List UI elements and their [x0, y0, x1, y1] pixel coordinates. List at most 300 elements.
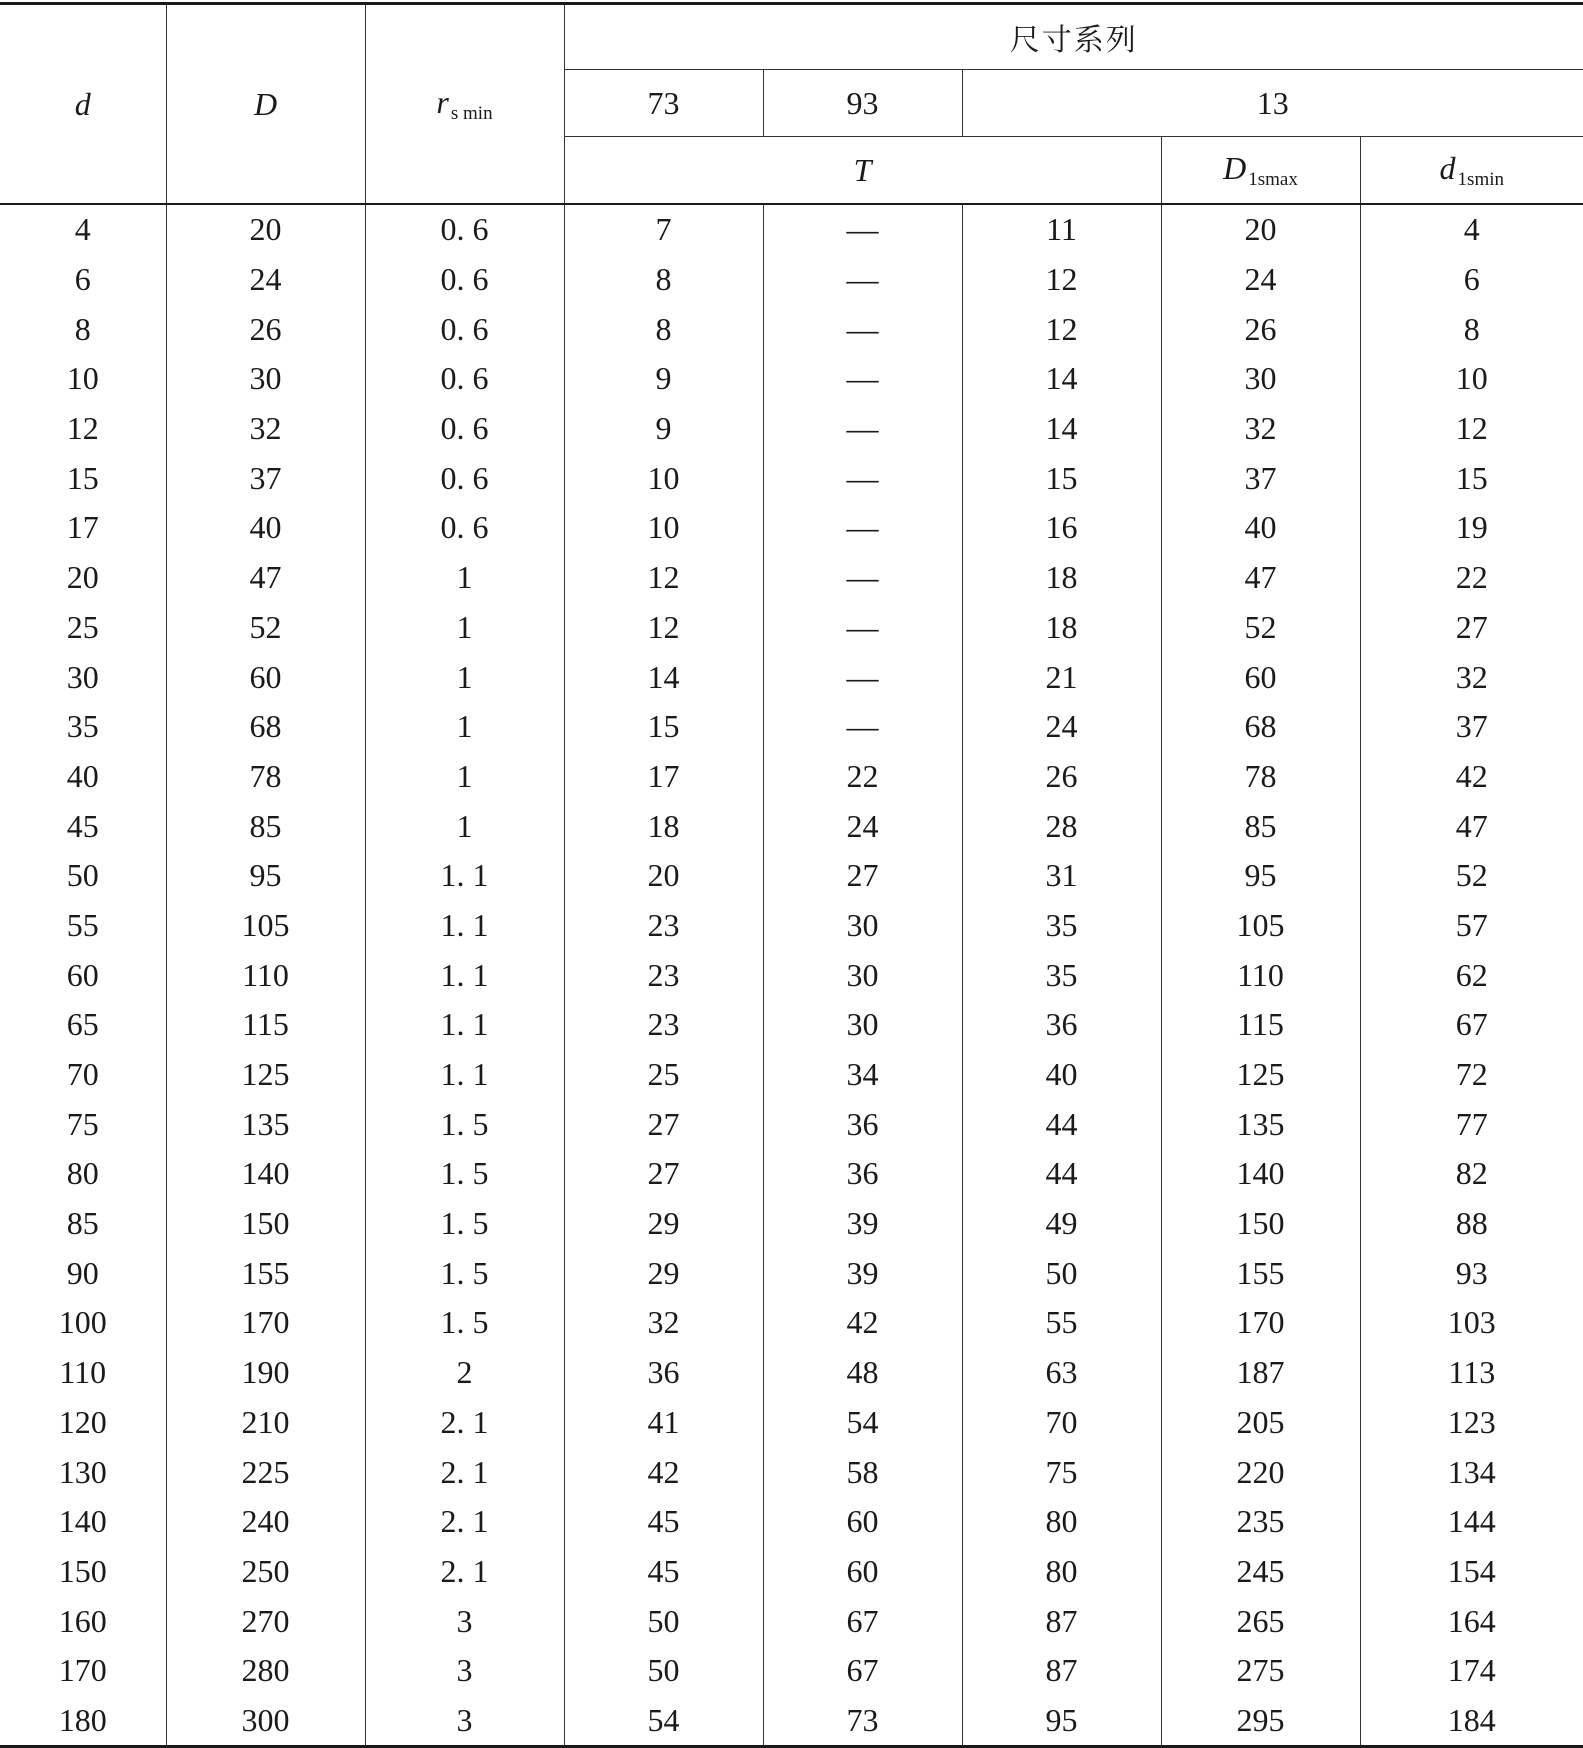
cell-T-93: — — [763, 453, 962, 503]
cell-rs-min: 0. 6 — [365, 503, 564, 553]
cell-D1smax: 105 — [1161, 901, 1360, 951]
cell-D1smax: 135 — [1161, 1099, 1360, 1149]
cell-T-73: 12 — [564, 603, 763, 653]
cell-d1smin: 37 — [1360, 702, 1583, 752]
cell-rs-min: 1. 1 — [365, 950, 564, 1000]
cell-T-73: 29 — [564, 1199, 763, 1249]
cell-T-93: — — [763, 404, 962, 454]
cell-d: 170 — [0, 1646, 166, 1696]
table-row — [0, 1497, 1583, 1547]
cell-T-73: 42 — [564, 1447, 763, 1497]
cell-rs-min: 3 — [365, 1646, 564, 1696]
cell-D1smax: 20 — [1161, 204, 1360, 255]
cell-D1smax: 170 — [1161, 1298, 1360, 1348]
cell-d: 180 — [0, 1696, 166, 1747]
table-row — [0, 1050, 1583, 1100]
cell-rs-min: 3 — [365, 1596, 564, 1646]
table-row — [0, 1099, 1583, 1149]
cell-d: 30 — [0, 652, 166, 702]
cell-d1smin: 22 — [1360, 553, 1583, 603]
cell-D1smax: 295 — [1161, 1696, 1360, 1747]
cell-T-13: 44 — [962, 1099, 1161, 1149]
cell-T-13: 18 — [962, 553, 1161, 603]
cell-T-13: 63 — [962, 1348, 1161, 1398]
cell-rs-min: 2. 1 — [365, 1398, 564, 1448]
cell-T-13: 12 — [962, 255, 1161, 305]
cell-T-13: 28 — [962, 801, 1161, 851]
table-row — [0, 801, 1583, 851]
cell-D1smax: 220 — [1161, 1447, 1360, 1497]
cell-D: 20 — [166, 204, 365, 255]
cell-T-13: 80 — [962, 1547, 1161, 1597]
cell-D: 40 — [166, 503, 365, 553]
cell-T-13: 15 — [962, 453, 1161, 503]
header-T — [564, 137, 1161, 205]
cell-d1smin: 6 — [1360, 255, 1583, 305]
cell-D1smax: 205 — [1161, 1398, 1360, 1448]
cell-T-13: 31 — [962, 851, 1161, 901]
cell-D1smax: 24 — [1161, 255, 1360, 305]
cell-D1smax: 95 — [1161, 851, 1360, 901]
cell-rs-min: 0. 6 — [365, 255, 564, 305]
cell-d1smin: 88 — [1360, 1199, 1583, 1249]
cell-rs-min: 1. 5 — [365, 1149, 564, 1199]
table-header — [0, 4, 1583, 205]
cell-d1smin: 113 — [1360, 1348, 1583, 1398]
cell-d1smin: 174 — [1360, 1646, 1583, 1696]
header-D-label: D — [253, 85, 278, 122]
header-rs-sub: s min — [450, 102, 493, 124]
cell-T-93: — — [763, 204, 962, 255]
cell-d: 130 — [0, 1447, 166, 1497]
cell-D: 115 — [166, 1000, 365, 1050]
cell-T-13: 36 — [962, 1000, 1161, 1050]
cell-d: 55 — [0, 901, 166, 951]
table-row — [0, 204, 1583, 255]
table-row — [0, 901, 1583, 951]
cell-T-93: — — [763, 304, 962, 354]
table-row — [0, 255, 1583, 305]
cell-T-93: — — [763, 354, 962, 404]
cell-T-13: 11 — [962, 204, 1161, 255]
cell-d1smin: 82 — [1360, 1149, 1583, 1199]
cell-D1smax: 52 — [1161, 603, 1360, 653]
cell-rs-min: 1 — [365, 553, 564, 603]
cell-d1smin: 184 — [1360, 1696, 1583, 1747]
cell-D1smax: 187 — [1161, 1348, 1360, 1398]
cell-T-73: 17 — [564, 752, 763, 802]
cell-T-73: 10 — [564, 503, 763, 553]
cell-D1smax: 32 — [1161, 404, 1360, 454]
table-row — [0, 851, 1583, 901]
table-row — [0, 1547, 1583, 1597]
cell-D: 190 — [166, 1348, 365, 1398]
header-T-label: T — [853, 151, 872, 188]
cell-d: 4 — [0, 204, 166, 255]
cell-D: 60 — [166, 652, 365, 702]
cell-d1smin: 67 — [1360, 1000, 1583, 1050]
header-series-13: 13 — [962, 70, 1583, 137]
cell-T-73: 23 — [564, 950, 763, 1000]
cell-D1smax: 115 — [1161, 1000, 1360, 1050]
header-rs-min — [365, 4, 564, 205]
cell-d1smin: 12 — [1360, 404, 1583, 454]
cell-T-13: 55 — [962, 1298, 1161, 1348]
cell-d: 100 — [0, 1298, 166, 1348]
bearing-dimension-table — [0, 2, 1583, 1748]
cell-T-73: 36 — [564, 1348, 763, 1398]
cell-rs-min: 1 — [365, 752, 564, 802]
cell-d1smin: 42 — [1360, 752, 1583, 802]
cell-D: 78 — [166, 752, 365, 802]
cell-T-73: 27 — [564, 1099, 763, 1149]
table-row — [0, 950, 1583, 1000]
cell-d1smin: 27 — [1360, 603, 1583, 653]
cell-d1smin: 8 — [1360, 304, 1583, 354]
cell-rs-min: 1 — [365, 801, 564, 851]
cell-rs-min: 0. 6 — [365, 354, 564, 404]
header-series-93: 93 — [763, 70, 962, 137]
cell-T-73: 45 — [564, 1547, 763, 1597]
cell-T-93: — — [763, 553, 962, 603]
cell-D1smax: 235 — [1161, 1497, 1360, 1547]
cell-d: 50 — [0, 851, 166, 901]
cell-d1smin: 77 — [1360, 1099, 1583, 1149]
cell-T-13: 80 — [962, 1497, 1161, 1547]
cell-D: 95 — [166, 851, 365, 901]
cell-D: 300 — [166, 1696, 365, 1747]
cell-d1smin: 103 — [1360, 1298, 1583, 1348]
table-row — [0, 354, 1583, 404]
cell-D: 30 — [166, 354, 365, 404]
cell-D: 170 — [166, 1298, 365, 1348]
cell-T-73: 9 — [564, 404, 763, 454]
cell-T-93: 42 — [763, 1298, 962, 1348]
cell-T-93: 30 — [763, 1000, 962, 1050]
cell-T-73: 50 — [564, 1646, 763, 1696]
cell-d: 12 — [0, 404, 166, 454]
cell-rs-min: 1. 5 — [365, 1099, 564, 1149]
cell-T-73: 7 — [564, 204, 763, 255]
cell-D1smax: 265 — [1161, 1596, 1360, 1646]
cell-T-73: 12 — [564, 553, 763, 603]
cell-T-93: 60 — [763, 1497, 962, 1547]
header-d1-main: d — [1439, 149, 1456, 186]
cell-D: 110 — [166, 950, 365, 1000]
cell-rs-min: 2. 1 — [365, 1547, 564, 1597]
cell-D: 125 — [166, 1050, 365, 1100]
cell-T-73: 25 — [564, 1050, 763, 1100]
cell-T-93: 58 — [763, 1447, 962, 1497]
cell-T-93: 24 — [763, 801, 962, 851]
cell-T-93: 67 — [763, 1646, 962, 1696]
table-row — [0, 404, 1583, 454]
cell-T-13: 75 — [962, 1447, 1161, 1497]
cell-T-13: 12 — [962, 304, 1161, 354]
cell-T-93: 30 — [763, 950, 962, 1000]
header-d1smin — [1360, 137, 1583, 205]
cell-D1smax: 150 — [1161, 1199, 1360, 1249]
header-d1-sub: 1smin — [1457, 168, 1504, 190]
cell-D: 225 — [166, 1447, 365, 1497]
cell-T-93: — — [763, 603, 962, 653]
cell-D: 150 — [166, 1199, 365, 1249]
cell-d: 85 — [0, 1199, 166, 1249]
cell-d1smin: 10 — [1360, 354, 1583, 404]
header-size-series-label: 尺寸系列 — [1009, 23, 1138, 58]
cell-D: 210 — [166, 1398, 365, 1448]
cell-T-73: 45 — [564, 1497, 763, 1547]
cell-T-93: — — [763, 702, 962, 752]
cell-D1smax: 78 — [1161, 752, 1360, 802]
table-row — [0, 553, 1583, 603]
cell-T-93: 34 — [763, 1050, 962, 1100]
cell-T-13: 14 — [962, 354, 1161, 404]
header-D1smax — [1161, 137, 1360, 205]
table-row — [0, 1596, 1583, 1646]
cell-d1smin: 154 — [1360, 1547, 1583, 1597]
cell-T-73: 50 — [564, 1596, 763, 1646]
cell-T-73: 29 — [564, 1248, 763, 1298]
cell-D: 140 — [166, 1149, 365, 1199]
cell-D: 240 — [166, 1497, 365, 1547]
cell-d1smin: 52 — [1360, 851, 1583, 901]
table-row — [0, 503, 1583, 553]
cell-D: 250 — [166, 1547, 365, 1597]
cell-d: 8 — [0, 304, 166, 354]
cell-D: 47 — [166, 553, 365, 603]
cell-d: 6 — [0, 255, 166, 305]
cell-T-73: 54 — [564, 1696, 763, 1747]
cell-T-93: — — [763, 255, 962, 305]
header-d-label: d — [74, 85, 91, 122]
cell-rs-min: 1 — [365, 603, 564, 653]
header-D1-main: D — [1223, 149, 1247, 186]
cell-rs-min: 1. 5 — [365, 1248, 564, 1298]
cell-D1smax: 68 — [1161, 702, 1360, 752]
cell-D: 155 — [166, 1248, 365, 1298]
cell-d: 65 — [0, 1000, 166, 1050]
cell-rs-min: 1. 1 — [365, 1000, 564, 1050]
cell-d1smin: 4 — [1360, 204, 1583, 255]
cell-D: 26 — [166, 304, 365, 354]
cell-d: 10 — [0, 354, 166, 404]
cell-rs-min: 3 — [365, 1696, 564, 1747]
cell-rs-min: 1. 5 — [365, 1199, 564, 1249]
cell-D: 280 — [166, 1646, 365, 1696]
table-row — [0, 752, 1583, 802]
cell-D: 24 — [166, 255, 365, 305]
cell-T-73: 32 — [564, 1298, 763, 1348]
cell-D1smax: 30 — [1161, 354, 1360, 404]
cell-d1smin: 93 — [1360, 1248, 1583, 1298]
table-row — [0, 1646, 1583, 1696]
cell-rs-min: 1. 1 — [365, 1050, 564, 1100]
cell-rs-min: 2. 1 — [365, 1497, 564, 1547]
cell-rs-min: 0. 6 — [365, 304, 564, 354]
cell-T-13: 35 — [962, 901, 1161, 951]
header-series-73: 73 — [564, 70, 763, 137]
cell-d1smin: 19 — [1360, 503, 1583, 553]
cell-d1smin: 72 — [1360, 1050, 1583, 1100]
cell-D: 32 — [166, 404, 365, 454]
cell-d: 60 — [0, 950, 166, 1000]
cell-d: 90 — [0, 1248, 166, 1298]
cell-T-93: 36 — [763, 1149, 962, 1199]
cell-d: 110 — [0, 1348, 166, 1398]
cell-rs-min: 0. 6 — [365, 453, 564, 503]
cell-T-93: 39 — [763, 1199, 962, 1249]
cell-T-13: 26 — [962, 752, 1161, 802]
header-D1-sub: 1smax — [1248, 168, 1298, 190]
cell-T-93: 39 — [763, 1248, 962, 1298]
cell-T-93: 48 — [763, 1348, 962, 1398]
cell-T-73: 15 — [564, 702, 763, 752]
cell-T-93: 30 — [763, 901, 962, 951]
cell-D1smax: 110 — [1161, 950, 1360, 1000]
cell-T-93: — — [763, 652, 962, 702]
cell-rs-min: 1 — [365, 702, 564, 752]
cell-T-93: 67 — [763, 1596, 962, 1646]
cell-D1smax: 85 — [1161, 801, 1360, 851]
cell-d: 40 — [0, 752, 166, 802]
cell-T-73: 10 — [564, 453, 763, 503]
table-row — [0, 1447, 1583, 1497]
cell-D: 270 — [166, 1596, 365, 1646]
cell-T-13: 16 — [962, 503, 1161, 553]
table-row — [0, 702, 1583, 752]
cell-D: 135 — [166, 1099, 365, 1149]
table-row — [0, 1248, 1583, 1298]
cell-D1smax: 125 — [1161, 1050, 1360, 1100]
cell-T-73: 18 — [564, 801, 763, 851]
cell-D: 52 — [166, 603, 365, 653]
table-row — [0, 1199, 1583, 1249]
cell-D1smax: 47 — [1161, 553, 1360, 603]
cell-rs-min: 1. 1 — [365, 851, 564, 901]
table-row — [0, 1149, 1583, 1199]
cell-d: 140 — [0, 1497, 166, 1547]
cell-rs-min: 2 — [365, 1348, 564, 1398]
cell-T-13: 70 — [962, 1398, 1161, 1448]
cell-T-13: 14 — [962, 404, 1161, 454]
cell-T-73: 23 — [564, 901, 763, 951]
cell-T-93: 60 — [763, 1547, 962, 1597]
cell-T-73: 14 — [564, 652, 763, 702]
cell-d1smin: 123 — [1360, 1398, 1583, 1448]
cell-D1smax: 60 — [1161, 652, 1360, 702]
table-row — [0, 603, 1583, 653]
cell-d: 25 — [0, 603, 166, 653]
cell-D1smax: 26 — [1161, 304, 1360, 354]
cell-T-73: 9 — [564, 354, 763, 404]
cell-T-73: 8 — [564, 255, 763, 305]
cell-T-13: 50 — [962, 1248, 1161, 1298]
cell-d: 20 — [0, 553, 166, 603]
cell-d: 80 — [0, 1149, 166, 1199]
cell-rs-min: 1. 1 — [365, 901, 564, 951]
cell-d1smin: 15 — [1360, 453, 1583, 503]
cell-T-13: 24 — [962, 702, 1161, 752]
cell-T-73: 8 — [564, 304, 763, 354]
cell-rs-min: 0. 6 — [365, 404, 564, 454]
cell-d: 75 — [0, 1099, 166, 1149]
cell-rs-min: 0. 6 — [365, 204, 564, 255]
cell-T-73: 27 — [564, 1149, 763, 1199]
header-D — [166, 4, 365, 205]
cell-T-13: 87 — [962, 1596, 1161, 1646]
cell-d1smin: 134 — [1360, 1447, 1583, 1497]
cell-D1smax: 140 — [1161, 1149, 1360, 1199]
cell-T-93: 22 — [763, 752, 962, 802]
cell-d: 15 — [0, 453, 166, 503]
cell-D: 37 — [166, 453, 365, 503]
cell-T-93: — — [763, 503, 962, 553]
cell-T-73: 41 — [564, 1398, 763, 1448]
cell-D1smax: 275 — [1161, 1646, 1360, 1696]
cell-d: 45 — [0, 801, 166, 851]
table-row — [0, 1348, 1583, 1398]
cell-d: 120 — [0, 1398, 166, 1448]
cell-d: 17 — [0, 503, 166, 553]
cell-T-73: 20 — [564, 851, 763, 901]
cell-T-93: 73 — [763, 1696, 962, 1747]
cell-D1smax: 245 — [1161, 1547, 1360, 1597]
cell-T-13: 87 — [962, 1646, 1161, 1696]
table-row — [0, 652, 1583, 702]
cell-rs-min: 2. 1 — [365, 1447, 564, 1497]
cell-T-13: 49 — [962, 1199, 1161, 1249]
cell-D: 68 — [166, 702, 365, 752]
cell-d1smin: 144 — [1360, 1497, 1583, 1547]
table-row — [0, 304, 1583, 354]
cell-T-93: 54 — [763, 1398, 962, 1448]
cell-T-13: 35 — [962, 950, 1161, 1000]
cell-d1smin: 47 — [1360, 801, 1583, 851]
cell-d: 160 — [0, 1596, 166, 1646]
cell-T-13: 44 — [962, 1149, 1161, 1199]
header-d — [0, 4, 166, 205]
cell-T-73: 23 — [564, 1000, 763, 1050]
cell-rs-min: 1 — [365, 652, 564, 702]
cell-d: 35 — [0, 702, 166, 752]
cell-T-93: 36 — [763, 1099, 962, 1149]
cell-d: 150 — [0, 1547, 166, 1597]
table-row — [0, 1298, 1583, 1348]
cell-D: 105 — [166, 901, 365, 951]
table-row — [0, 1696, 1583, 1747]
cell-T-13: 18 — [962, 603, 1161, 653]
cell-T-13: 95 — [962, 1696, 1161, 1747]
cell-d1smin: 164 — [1360, 1596, 1583, 1646]
table-row — [0, 453, 1583, 503]
cell-D1smax: 40 — [1161, 503, 1360, 553]
cell-d1smin: 62 — [1360, 950, 1583, 1000]
cell-D1smax: 155 — [1161, 1248, 1360, 1298]
table-row — [0, 1398, 1583, 1448]
header-size-series — [564, 4, 1583, 70]
cell-D: 85 — [166, 801, 365, 851]
table-body — [0, 204, 1583, 1747]
cell-d1smin: 32 — [1360, 652, 1583, 702]
cell-T-13: 40 — [962, 1050, 1161, 1100]
cell-rs-min: 1. 5 — [365, 1298, 564, 1348]
cell-T-13: 21 — [962, 652, 1161, 702]
cell-d1smin: 57 — [1360, 901, 1583, 951]
cell-T-93: 27 — [763, 851, 962, 901]
header-rs-main: r — [436, 83, 449, 120]
table-row — [0, 1000, 1583, 1050]
